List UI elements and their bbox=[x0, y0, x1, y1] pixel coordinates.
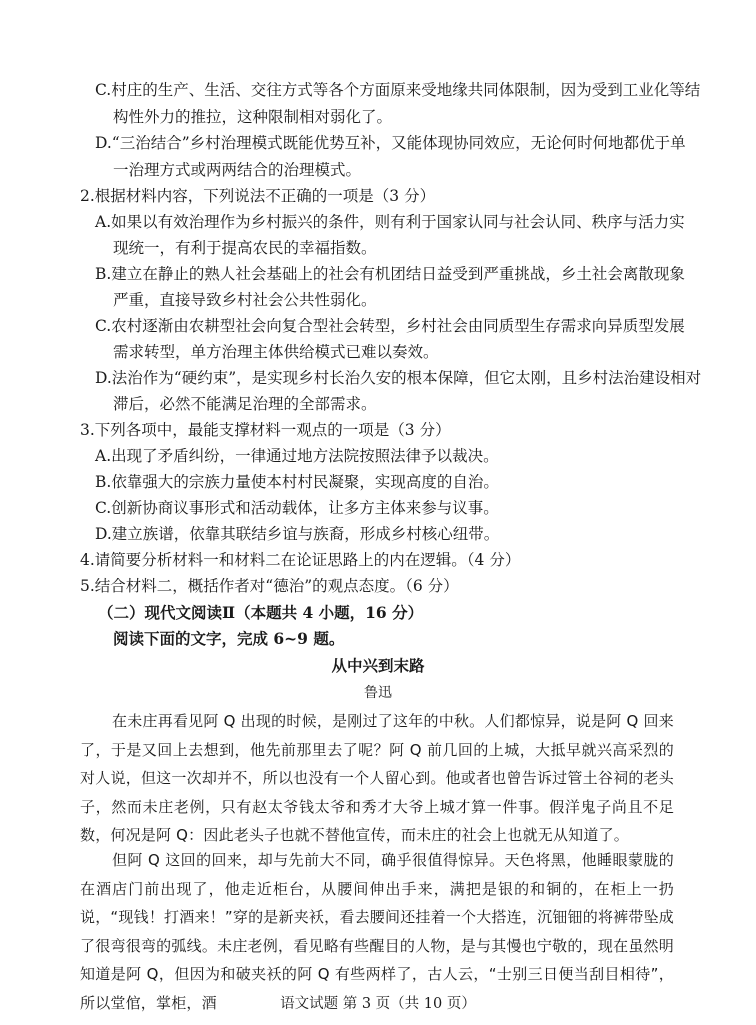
q2-option-d-line2: 滞后，必然不能满足治理的全部需求。 bbox=[113, 395, 377, 413]
q2-option-a-line1: A.如果以有效治理作为乡村振兴的条件，则有利于国家认同与社会认同、秩序与活力实 bbox=[95, 213, 685, 231]
q1-option-c-line2: 构性外力的推拉，这种限制相对弱化了。 bbox=[113, 108, 393, 126]
q5-stem: 5.结合材料二，概括作者对“德治”的观点态度。（6 分） bbox=[80, 577, 459, 595]
q2-option-c-line1: C.农村逐渐由农耕型社会向复合型社会转型，乡村社会由同质型生存需求向异质型发展 bbox=[95, 317, 685, 335]
q2-stem: 2.根据材料内容，下列说法不正确的一项是（3 分） bbox=[80, 187, 436, 205]
q1-option-d-line1: D.“三治结合”乡村治理模式既能优势互补，又能体现协同效应，无论何时何地都优于单 bbox=[95, 134, 686, 152]
q3-option-c: C.创新协商议事形式和活动载体，让多方主体来参与议事。 bbox=[95, 499, 499, 517]
passage-title: 从中兴到末路 bbox=[331, 657, 425, 675]
q3-stem: 3.下列各项中，最能支撑材料一观点的一项是（3 分） bbox=[80, 421, 451, 439]
section-header: （二）现代文阅读Ⅱ（本题共 4 小题，16 分） bbox=[98, 603, 424, 622]
q2-option-b-line2: 严重，直接导致乡村社会公共性弱化。 bbox=[113, 291, 377, 309]
q2-option-d-line1: D.法治作为“硬约束”，是实现乡村长治久安的根本保障，但它太刚，且乡村法治建设相对 bbox=[95, 369, 702, 387]
q3-option-b: B.依靠强大的宗族力量使本村村民凝聚，实现高度的自治。 bbox=[95, 473, 499, 491]
reading-instruction: 阅读下面的文字，完成 6~9 题。 bbox=[113, 629, 345, 648]
passage-author: 鲁迅 bbox=[364, 685, 392, 701]
q3-option-d: D.建立族谱，依靠其联结乡谊与族裔，形成乡村核心纽带。 bbox=[95, 525, 500, 543]
q3-option-a: A.出现了矛盾纠纷，一律通过地方法院按照法律予以裁决。 bbox=[95, 447, 499, 465]
page-footer: 语文试题 第 3 页（共 10 页） bbox=[280, 996, 476, 1012]
passage-paragraph-2: 但阿 Q 这回的回来，却与先前大不同，确乎很值得惊异。天色将黑，他睡眼蒙胧的在酒店门前出现了，他走近柜台，从腰间伸出手来，满把是银的和铜的，在柜上一扔说，“现钱！打酒来！”穿的是新夹袄，看去腰间还挂着一个大搭连，沉钿钿的将裤带坠成了很弯很弯的弧线。未庄老例，看见略有些醒目的人物，是与其慢也宁敬的，现在虽然明知道是阿 Q，但因为和破夹袄的阿 Q 有些两样了，古人云，“士别三日便当刮目相待”，所以堂倌，掌柜，酒 bbox=[80, 851, 674, 1012]
passage-paragraph-1: 在未庄再看见阿 Q 出现的时候，是刚过了这年的中秋。人们都惊异，说是阿 Q 回来了，于是又回上去想到，他先前那里去了呢？阿 Q 前几回的上城，大抵早就兴高采烈的对人说，但这一次却并不，所以也没有一个人留心到。他或者也曾告诉过管土谷祠的老头子，然而未庄老例，只有赵太爷钱太爷和秀才大爷上城才算一件事。假洋鬼子尚且不足数，何况是阿 Q：因此老头子也就不替他宣传，而未庄的社会上也就无从知道了。 bbox=[80, 712, 674, 844]
q2-option-a-line2: 现统一，有利于提高农民的幸福指数。 bbox=[113, 239, 377, 257]
q2-option-c-line2: 需求转型，单方治理主体供给模式已难以奏效。 bbox=[113, 343, 439, 361]
q2-option-b-line1: B.建立在静止的熟人社会基础上的社会有机团结日益受到严重挑战，乡土社会离散现象 bbox=[95, 265, 685, 283]
q4-stem: 4.请简要分析材料一和材料二在论证思路上的内在逻辑。（4 分） bbox=[80, 551, 521, 569]
q1-option-c-line1: C.村庄的生产、生活、交往方式等各个方面原来受地缘共同体限制，因为受到工业化等结 bbox=[95, 81, 701, 99]
q1-option-d-line2: 一治理方式或两两结合的治理模式。 bbox=[113, 161, 362, 179]
